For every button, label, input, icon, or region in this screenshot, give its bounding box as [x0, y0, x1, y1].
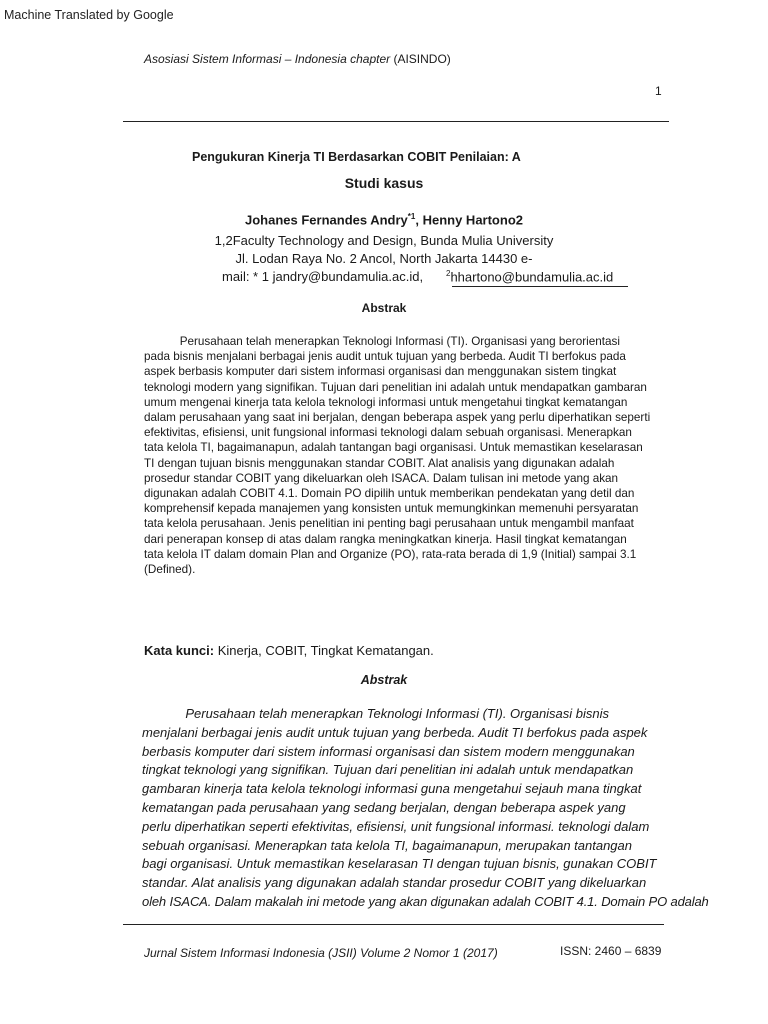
abstract2-line: perlu diperhatikan seperti efektivitas, efisiensi, unit fungsional informasi. teknologi dalam: [142, 818, 650, 834]
author-1-marker: *1: [407, 212, 416, 221]
journal-citation: Jurnal Sistem Informasi Indonesia (JSII) Volume 2 Nomor 1 (2017): [144, 946, 498, 960]
author-list: [0, 212, 768, 227]
abstract2-line: gambaran kinerja tata kelola teknologi informasi guna mengetahui sejauh mana tingkat: [142, 781, 642, 797]
abstract-paragraph: [144, 334, 666, 577]
email-1: mail: * 1 jandry@bundamulia.ac.id,: [222, 269, 424, 284]
email-underline: [452, 286, 628, 287]
abstract-line: digunakan adalah COBIT 4.1. Domain PO dipilih untuk memberikan pendekatan yang detil dan: [144, 487, 635, 501]
email-2: [446, 269, 613, 284]
abstract-line: teknologi modern yang signifikan. Tujuan dari penelitian ini adalah untuk mendapatkan gambaran: [144, 380, 647, 394]
abstract-line: dalam perusahaan yang saat ini berjalan, dengan beberapa aspek yang perlu diperhatikan seperti: [144, 411, 651, 425]
abstract-line: TI dengan tujuan bisnis menggunakan standar COBIT. Alat analisis yang digunakan adalah: [144, 456, 615, 470]
header-divider: [123, 121, 669, 122]
abstract-heading: Abstrak: [361, 301, 407, 315]
author-2: , Henny Hartono2: [415, 212, 523, 228]
abstract2-line: Perusahaan telah menerapkan Teknologi Informasi (TI). Organisasi bisnis: [142, 706, 610, 721]
abstract2-line: bagi organisasi. Untuk memastikan keselarasan TI dengan tujuan bisnis, gunakan COBIT: [142, 856, 657, 872]
abstract2-line: oleh ISACA. Dalam makalah ini metode yang akan digunakan adalah COBIT 4.1. Domain PO adalah: [142, 893, 709, 909]
association-header: [144, 52, 451, 66]
abstract-line: dari penerapan konsep di atas dalam rangka meningkatkan kinerja. Hasil tingkat kematangan: [144, 532, 627, 546]
address: Jl. Lodan Raya No. 2 Ancol, North Jakarta 14430 e-: [235, 251, 533, 266]
paper-title-line2: Studi kasus: [344, 175, 424, 191]
abstract-paragraph-2: [142, 705, 742, 912]
paper-title-line1: Pengukuran Kinerja TI Berdasarkan COBIT Penilaian: A: [192, 150, 521, 164]
abstract-line: pada bisnis menjalani berbagai jenis audit untuk tujuan yang berbeda. Audit TI berfokus pada: [144, 350, 626, 364]
abstract-line: tata kelola IT dalam domain Plan and Organize (PO), rata-rata berada di 1,9 (Initial) sampai 3.1: [144, 547, 637, 561]
abstract2-line: sebuah organisasi. Menerapkan tata kelola TI, bagaimanapun, merupakan tantangan: [142, 837, 632, 853]
email-2-marker: 2: [446, 269, 451, 278]
abstract2-line: tingkat teknologi yang signifikan. Tujuan dari penelitian ini adalah untuk mendapatkan: [142, 762, 634, 778]
page-number: 1: [655, 84, 662, 98]
affiliation: 1,2Faculty Technology and Design, Bunda Mulia University: [214, 233, 554, 248]
abstract-line: aspek berbasis komputer dari sistem informasi organisasi dan menggunakan sistem tingkat: [144, 365, 617, 379]
keywords: [144, 643, 434, 658]
abstract-line: tata kelola TI, bagaimanapun, adalah tantangan bagi organisasi. Untuk memastikan keselarasan: [144, 441, 643, 455]
abstract-line: komprehensif kepada manajemen yang konsisten untuk memungkinkan memenuhi persyaratan: [144, 502, 639, 516]
footer-divider: [123, 924, 664, 925]
abstract2-line: kematangan pada perusahaan yang sedang berjalan, dengan beberapa aspek yang: [142, 799, 626, 815]
keywords-text: Kinerja, COBIT, Tingkat Kematangan.: [214, 643, 434, 658]
abstract-line: (Defined).: [144, 563, 196, 577]
abstract-heading-2: Abstrak: [360, 673, 408, 687]
abstract2-line: berbasis komputer dari sistem informasi organisasi dan sistem modern menggunakan: [142, 743, 635, 759]
machine-translation-banner: Machine Translated by Google: [4, 8, 174, 22]
email-2-address: hhartono@bundamulia.ac.id: [450, 269, 614, 285]
issn: ISSN: 2460 – 6839: [560, 944, 662, 958]
abstract2-line: standar. Alat analisis yang digunakan adalah standar prosedur COBIT yang dikeluarkan: [142, 875, 647, 891]
author-1: Johanes Fernandes Andry: [245, 212, 408, 228]
keywords-label: Kata kunci:: [144, 643, 215, 658]
abstract2-line: menjalani berbagai jenis audit untuk tujuan yang berbeda. Audit TI berfokus pada aspek: [142, 724, 648, 740]
association-tag: (AISINDO): [393, 52, 451, 66]
abstract-line: umum mengenai kinerja tata kelola teknologi informasi untuk mengetahui tingkat kematangan: [144, 395, 628, 409]
abstract-line: prosedur standar COBIT yang dikeluarkan oleh ISACA. Dalam tulisan ini metode yang akan: [144, 471, 619, 485]
abstract-line: tata kelola perusahaan. Jenis penelitian ini penting bagi perusahaan untuk mengambil manfaat: [144, 517, 634, 531]
association-name: Asosiasi Sistem Informasi – Indonesia chapter: [144, 52, 391, 66]
abstract-line: Perusahaan telah menerapkan Teknologi Informasi (TI). Organisasi yang berorientasi: [144, 335, 620, 348]
abstract-line: efektivitas, efisiensi, unit fungsional informasi teknologi dalam sebuah organisasi. Menerapkan: [144, 426, 632, 440]
